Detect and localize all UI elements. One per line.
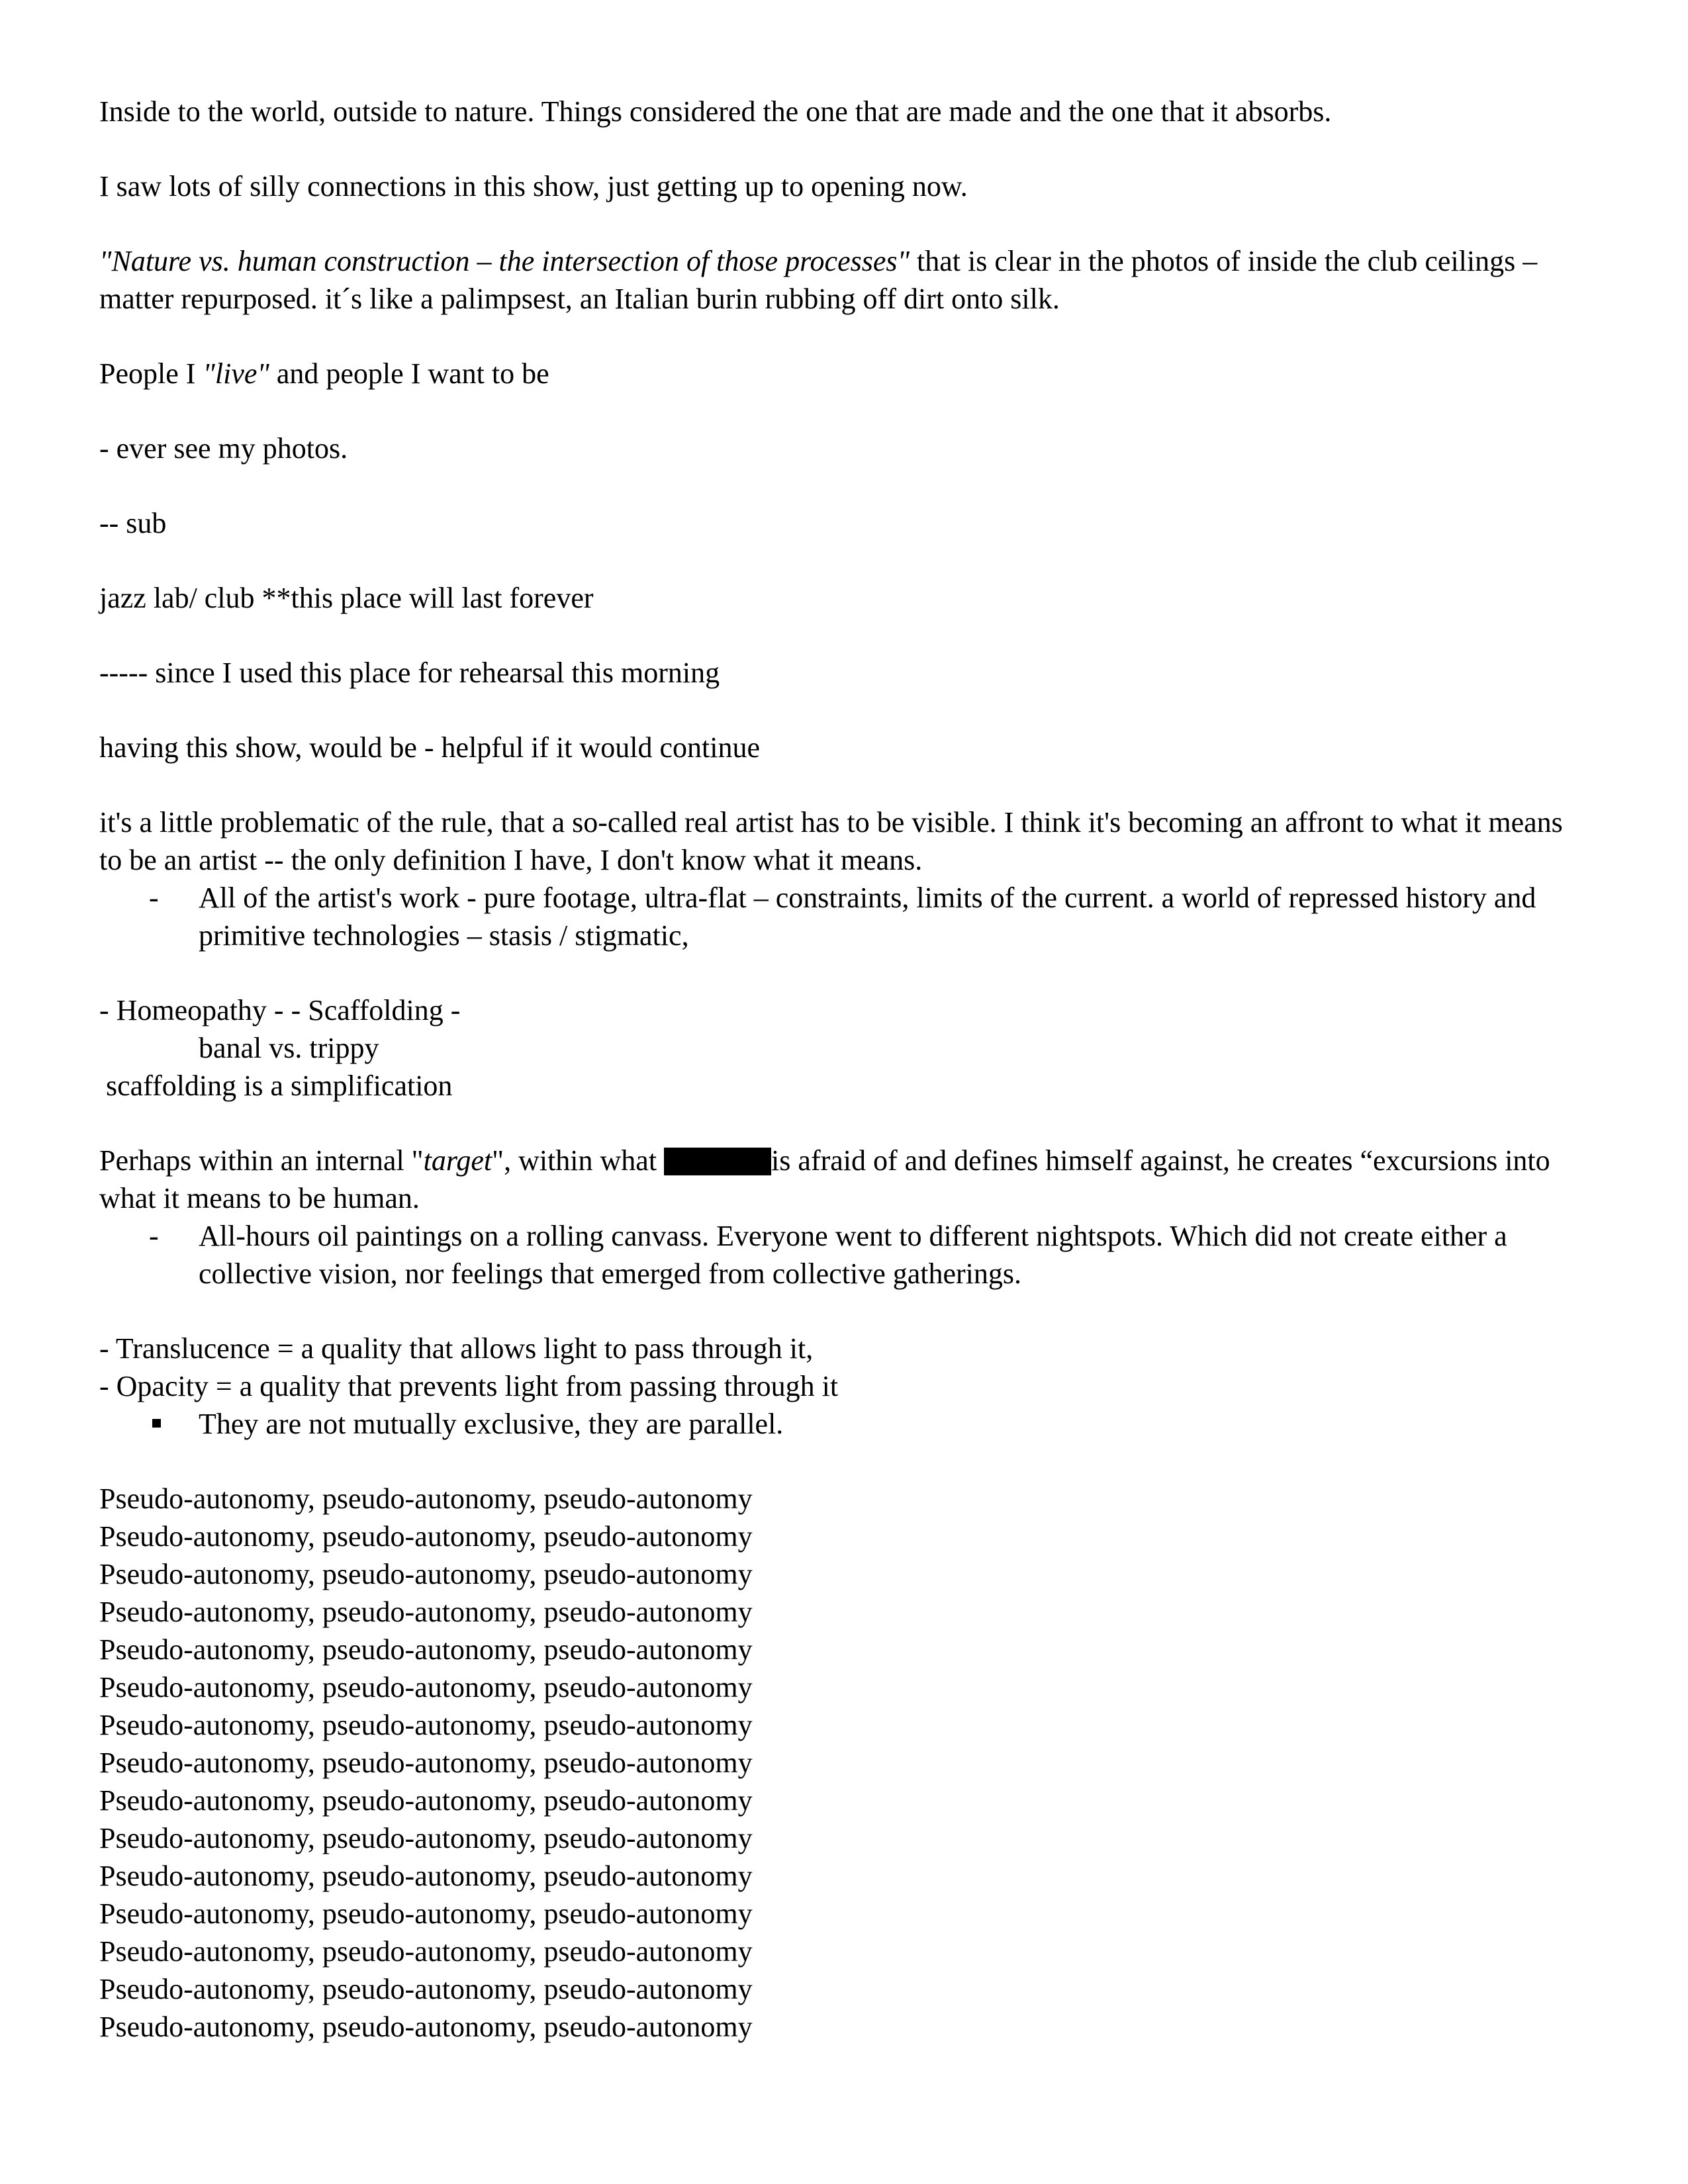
repeat-line: Pseudo-autonomy, pseudo-autonomy, pseudo-autonomy xyxy=(99,1558,753,1590)
line-opacity: - Opacity = a quality that prevents light from passing through it xyxy=(99,1370,839,1402)
repeat-line: Pseudo-autonomy, pseudo-autonomy, pseudo-autonomy xyxy=(99,1596,753,1628)
paragraph-text: Perhaps within an internal " xyxy=(99,1144,424,1177)
repeat-line: Pseudo-autonomy, pseudo-autonomy, pseudo-autonomy xyxy=(99,1973,753,2005)
line-translucence: - Translucence = a quality that allows light to pass through it, xyxy=(99,1332,814,1365)
paragraph-text: ", within what xyxy=(492,1144,665,1177)
list-item-text: All-hours oil paintings on a rolling canvass. Everyone went to different nightspots. Which did not create either a collective vision, nor feelings that emerged from collective gatherings. xyxy=(199,1220,1507,1290)
document-page xyxy=(99,93,1589,2046)
paragraph-text: jazz lab/ club **this place will last forever xyxy=(99,582,594,614)
paragraph-problematic-rule xyxy=(99,803,1589,954)
paragraph-text: -- sub xyxy=(99,507,167,539)
repeat-block xyxy=(99,1480,1589,2046)
repeat-line: Pseudo-autonomy, pseudo-autonomy, pseudo-autonomy xyxy=(99,1784,753,1817)
line-rehearsal xyxy=(99,654,1589,692)
paragraph-silly-connections xyxy=(99,167,1589,205)
repeat-line: Pseudo-autonomy, pseudo-autonomy, pseudo-autonomy xyxy=(99,1935,753,1968)
paragraph-text-container xyxy=(99,1142,1589,1217)
block-translucence xyxy=(99,1330,1589,1443)
paragraph-people-live xyxy=(99,355,1589,392)
paragraph-text: it's a little problematic of the rule, that a so-called real artist has to be visible. I think it's becoming an affront to what it means to be an artist -- the only definition I have, I don't know what it means. xyxy=(99,806,1563,876)
paragraph-internal-target xyxy=(99,1142,1589,1293)
italic-quote: "Nature vs. human construction – the intersection of those processes" xyxy=(99,245,910,277)
repeat-line: Pseudo-autonomy, pseudo-autonomy, pseudo-autonomy xyxy=(99,1633,753,1666)
paragraph-inside-world xyxy=(99,93,1589,130)
repeat-line: Pseudo-autonomy, pseudo-autonomy, pseudo-autonomy xyxy=(99,1897,753,1930)
list-item xyxy=(99,1405,1589,1443)
repeat-line: Pseudo-autonomy, pseudo-autonomy, pseudo-autonomy xyxy=(99,1520,753,1553)
list-item-text: All of the artist's work - pure footage, ultra-flat – constraints, limits of the current. a world of repressed history and primitive technologies – stasis / stigmatic, xyxy=(199,882,1536,952)
line-jazz-lab xyxy=(99,579,1589,617)
repeat-line: Pseudo-autonomy, pseudo-autonomy, pseudo-autonomy xyxy=(99,1482,753,1515)
paragraph-text: People I xyxy=(99,357,203,390)
paragraph-text: that is clear in the photos of inside the club ceilings – matter repurposed. it´s like a palimpsest, an Italian burin rubbing off dirt onto silk. xyxy=(99,245,1538,315)
paragraph-text: I saw lots of silly connections in this show, just getting up to opening now. xyxy=(99,170,968,203)
repeat-line: Pseudo-autonomy, pseudo-autonomy, pseudo-autonomy xyxy=(99,1671,753,1704)
repeat-line: Pseudo-autonomy, pseudo-autonomy, pseudo-autonomy xyxy=(99,1747,753,1779)
paragraph-text: and people I want to be xyxy=(269,357,549,390)
dash-bullet: - xyxy=(149,1220,159,1252)
repeat-line: Pseudo-autonomy, pseudo-autonomy, pseudo-autonomy xyxy=(99,1860,753,1892)
line-scaffolding: scaffolding is a simplification xyxy=(106,1069,453,1102)
paragraph-text: ----- since I used this place for rehearsal this morning xyxy=(99,657,720,689)
paragraph-text: Inside to the world, outside to nature. Things considered the one that are made and the one that it absorbs. xyxy=(99,95,1332,128)
redaction-bar xyxy=(664,1148,771,1175)
dash-bullet: - xyxy=(149,882,159,914)
line-banal-trippy: banal vs. trippy xyxy=(199,1032,379,1064)
repeat-line: Pseudo-autonomy, pseudo-autonomy, pseudo-autonomy xyxy=(99,1709,753,1741)
line-having-show xyxy=(99,729,1589,766)
paragraph-text: - ever see my photos. xyxy=(99,432,348,465)
list-item xyxy=(99,1217,1589,1293)
paragraph-text: having this show, would be - helpful if it would continue xyxy=(99,731,761,764)
repeat-line: Pseudo-autonomy, pseudo-autonomy, pseudo-autonomy xyxy=(99,2011,753,2043)
paragraph-text: is afraid of and defines himself against, he creates “excursions into what it means to be human. xyxy=(99,1144,1550,1214)
list-item xyxy=(99,879,1589,954)
block-homeopathy xyxy=(99,991,1589,1105)
square-bullet-icon xyxy=(152,1419,161,1428)
list-item-text: They are not mutually exclusive, they are parallel. xyxy=(199,1408,784,1440)
line-homeopathy: - Homeopathy - - Scaffolding - xyxy=(99,994,461,1026)
repeat-line: Pseudo-autonomy, pseudo-autonomy, pseudo-autonomy xyxy=(99,1822,753,1854)
paragraph-nature-quote xyxy=(99,242,1589,318)
line-ever-see xyxy=(99,430,1589,467)
italic-target: target xyxy=(423,1144,492,1177)
italic-live: "live" xyxy=(203,357,269,390)
line-sub xyxy=(99,504,1589,542)
